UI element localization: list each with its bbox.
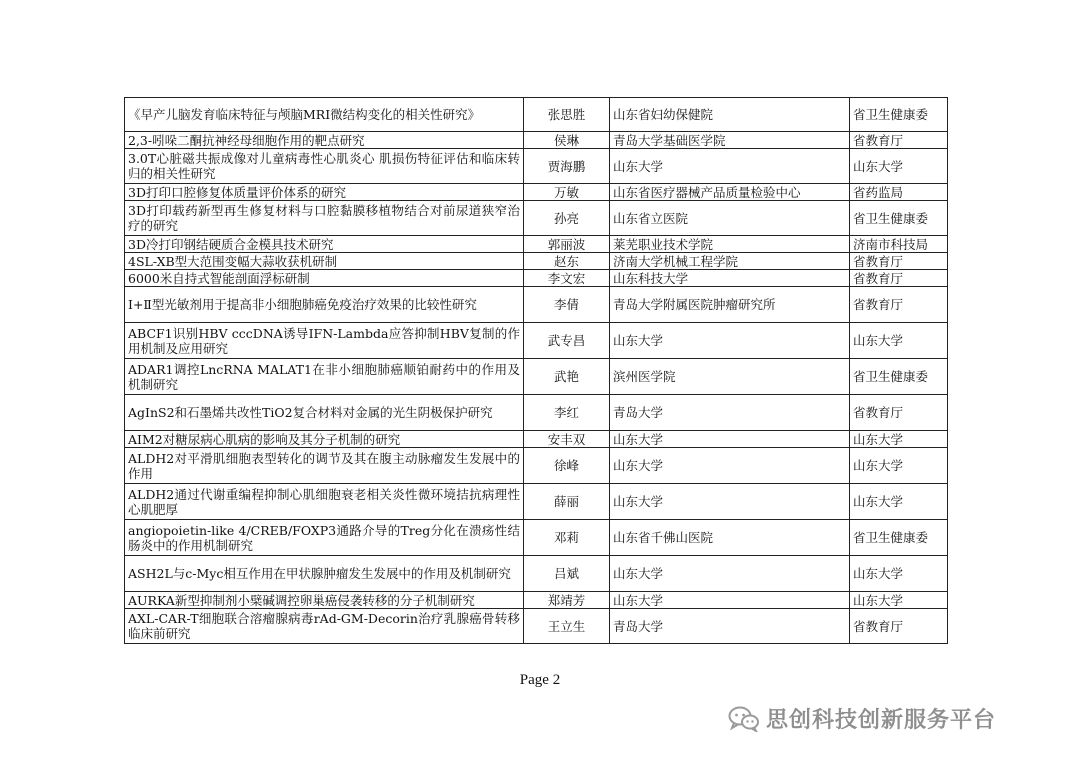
project-leader: 赵东: [524, 253, 610, 270]
project-organization: 青岛大学附属医院肿瘤研究所: [610, 287, 850, 323]
table-row: [125, 609, 948, 644]
project-title: Ⅰ+Ⅱ型光敏剂用于提高非小细胞肺癌免疫治疗效果的比较性研究: [125, 287, 524, 323]
project-title: 3.0T心脏磁共振成像对儿童病毒性心肌炎心 肌损伤特征评估和临床转归的相关性研究: [125, 149, 524, 184]
project-title: ALDH2对平滑肌细胞表型转化的调节及其在腹主动脉瘤发生发展中的作用: [125, 448, 524, 484]
table-row: [125, 149, 948, 184]
project-organization: 山东大学: [610, 431, 850, 448]
recommending-department: 省教育厅: [850, 253, 948, 270]
recommending-department: 济南市科技局: [850, 236, 948, 253]
recommending-department: 山东大学: [850, 149, 948, 184]
project-organization: 山东省千佛山医院: [610, 520, 850, 556]
table-row: [125, 484, 948, 520]
table-row: [125, 270, 948, 287]
table-row: [125, 132, 948, 149]
project-title: 3D冷打印钢结硬质合金模具技术研究: [125, 236, 524, 253]
table-row: [125, 520, 948, 556]
project-leader: 李倩: [524, 287, 610, 323]
table-row: [125, 395, 948, 431]
table-row: [125, 592, 948, 609]
project-organization: 山东科技大学: [610, 270, 850, 287]
project-table-body: [125, 98, 948, 644]
project-title: angiopoietin-like 4/CREB/FOXP3通路介导的Treg分化在溃疡性结肠炎中的作用机制研究: [125, 520, 524, 556]
project-organization: 青岛大学基础医学院: [610, 132, 850, 149]
project-title: ABCF1识别HBV cccDNA诱导IFN-Lambda应答抑制HBV复制的作用机制及应用研究: [125, 323, 524, 359]
project-leader: 吕斌: [524, 556, 610, 592]
table-row: [125, 359, 948, 395]
project-title: AXL-CAR-T细胞联合溶瘤腺病毒rAd-GM-Decorin治疗乳腺癌骨转移临床前研究: [125, 609, 524, 644]
recommending-department: 省卫生健康委: [850, 98, 948, 132]
recommending-department: 山东大学: [850, 448, 948, 484]
table-row: [125, 556, 948, 592]
project-leader: 徐峰: [524, 448, 610, 484]
recommending-department: 省教育厅: [850, 287, 948, 323]
project-leader: 万敏: [524, 184, 610, 201]
project-leader: 安丰双: [524, 431, 610, 448]
project-organization: 山东大学: [610, 448, 850, 484]
project-organization: 滨州医学院: [610, 359, 850, 395]
project-organization: 山东大学: [610, 592, 850, 609]
project-title: 《早产儿脑发育临床特征与颅脑MRI微结构变化的相关性研究》: [125, 98, 524, 132]
table-row: [125, 98, 948, 132]
project-organization: 青岛大学: [610, 609, 850, 644]
project-leader: 薛丽: [524, 484, 610, 520]
table-row: [125, 201, 948, 236]
recommending-department: 省卫生健康委: [850, 201, 948, 236]
project-title: ASH2L与c-Myc相互作用在甲状腺肿瘤发生发展中的作用及机制研究: [125, 556, 524, 592]
table-row: [125, 431, 948, 448]
project-leader: 武艳: [524, 359, 610, 395]
project-leader: 邓莉: [524, 520, 610, 556]
project-organization: 山东大学: [610, 149, 850, 184]
project-title: 3D打印口腔修复体质量评价体系的研究: [125, 184, 524, 201]
recommending-department: 山东大学: [850, 484, 948, 520]
table-row: [125, 236, 948, 253]
recommending-department: 省卫生健康委: [850, 520, 948, 556]
project-organization: 山东省医疗器械产品质量检验中心: [610, 184, 850, 201]
project-title: ALDH2通过代谢重编程抑制心肌细胞衰老相关炎性微环境拮抗病理性心肌肥厚: [125, 484, 524, 520]
project-title: AURKA新型抑制剂小檗碱调控卵巢癌侵袭转移的分子机制研究: [125, 592, 524, 609]
recommending-department: 省药监局: [850, 184, 948, 201]
watermark: [728, 703, 996, 734]
recommending-department: 山东大学: [850, 323, 948, 359]
recommending-department: 省教育厅: [850, 395, 948, 431]
recommending-department: 山东大学: [850, 592, 948, 609]
wechat-icon: [728, 706, 760, 732]
project-organization: 山东大学: [610, 556, 850, 592]
table-row: [125, 323, 948, 359]
project-leader: 孙亮: [524, 201, 610, 236]
project-organization: 山东省妇幼保健院: [610, 98, 850, 132]
project-leader: 郭丽波: [524, 236, 610, 253]
project-organization: 济南大学机械工程学院: [610, 253, 850, 270]
project-title: 2,3-吲哚二酮抗神经母细胞作用的靶点研究: [125, 132, 524, 149]
project-leader: 贾海鹏: [524, 149, 610, 184]
project-organization: 山东大学: [610, 323, 850, 359]
project-organization: 莱芜职业技术学院: [610, 236, 850, 253]
project-title: 3D打印载药新型再生修复材料与口腔黏膜移植物结合对前尿道狭窄治疗的研究: [125, 201, 524, 236]
recommending-department: 省教育厅: [850, 270, 948, 287]
project-title: AgInS2和石墨烯共改性TiO2复合材料对金属的光生阴极保护研究: [125, 395, 524, 431]
project-leader: 郑靖芳: [524, 592, 610, 609]
project-leader: 侯琳: [524, 132, 610, 149]
table-row: [125, 184, 948, 201]
recommending-department: 山东大学: [850, 431, 948, 448]
recommending-department: 省教育厅: [850, 132, 948, 149]
recommending-department: 山东大学: [850, 556, 948, 592]
recommending-department: 省卫生健康委: [850, 359, 948, 395]
project-leader: 王立生: [524, 609, 610, 644]
project-organization: 青岛大学: [610, 395, 850, 431]
page-number: Page 2: [519, 672, 561, 688]
project-title: 4SL-XB型大范围变幅大蒜收获机研制: [125, 253, 524, 270]
recommending-department: 省教育厅: [850, 609, 948, 644]
project-title: 6000米自持式智能剖面浮标研制: [125, 270, 524, 287]
project-title: AIM2对糖尿病心肌病的影响及其分子机制的研究: [125, 431, 524, 448]
table-row: [125, 448, 948, 484]
project-table: [124, 97, 948, 644]
watermark-text: 思创科技创新服务平台: [766, 708, 997, 733]
project-title: ADAR1调控LncRNA MALAT1在非小细胞肺癌顺铂耐药中的作用及机制研究: [125, 359, 524, 395]
project-leader: 李红: [524, 395, 610, 431]
project-organization: 山东大学: [610, 484, 850, 520]
project-leader: 李文宏: [524, 270, 610, 287]
table-row: [125, 253, 948, 270]
project-leader: 张思胜: [524, 98, 610, 132]
project-organization: 山东省立医院: [610, 201, 850, 236]
table-row: [125, 287, 948, 323]
project-leader: 武专昌: [524, 323, 610, 359]
